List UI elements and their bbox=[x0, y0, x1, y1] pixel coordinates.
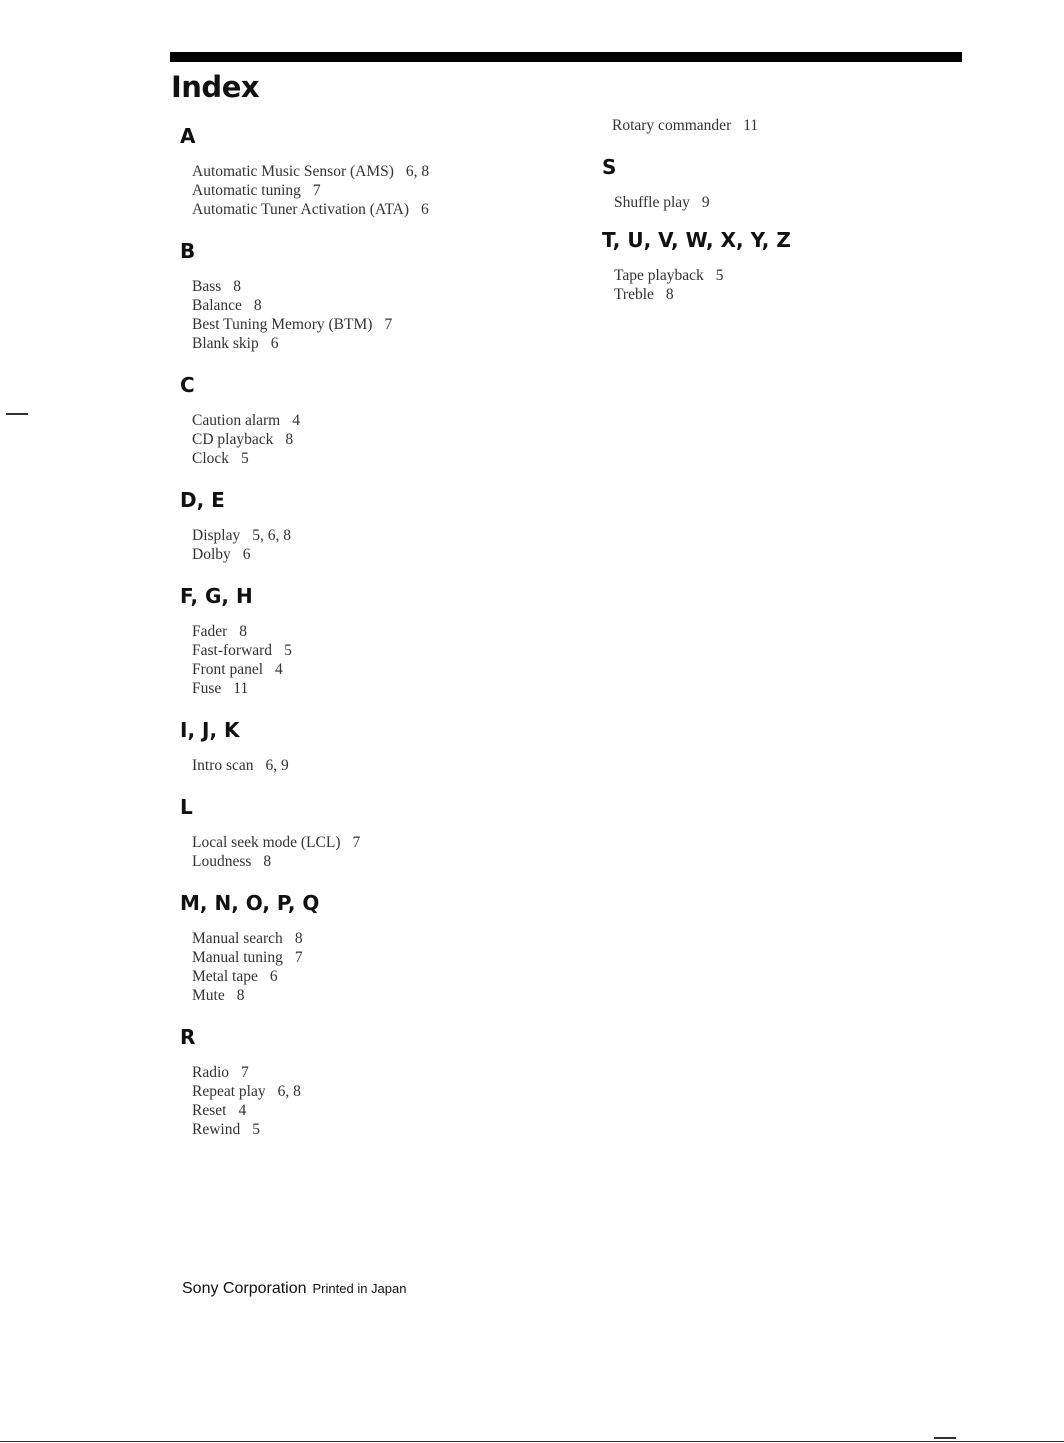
entry-term: Shuffle play bbox=[614, 194, 690, 211]
index-entry bbox=[192, 315, 580, 334]
index-entry bbox=[192, 1063, 580, 1082]
entry-pages: 5, 6, 8 bbox=[252, 527, 291, 544]
entry-pages: 6 bbox=[269, 968, 278, 985]
entry-term: Automatic Tuner Activation (ATA) bbox=[192, 201, 410, 218]
index-entry bbox=[192, 833, 580, 852]
index-section-m-n-o-p-q bbox=[180, 891, 580, 1005]
index-entry bbox=[192, 1101, 580, 1120]
entry-term: Automatic Music Sensor (AMS) bbox=[192, 163, 394, 180]
index-section-f-g-h bbox=[180, 584, 580, 698]
entry-pages: 6, 8 bbox=[405, 163, 430, 180]
index-entry bbox=[192, 929, 580, 948]
index-entry bbox=[192, 545, 580, 564]
index-entry bbox=[192, 1120, 580, 1139]
entry-term: Rotary commander bbox=[612, 117, 732, 134]
index-entry bbox=[192, 430, 580, 449]
index-section-b bbox=[180, 239, 580, 353]
index-entry bbox=[192, 296, 580, 315]
section-letter: M, N, O, P, Q bbox=[180, 891, 320, 915]
entry-term: Fader bbox=[192, 623, 228, 640]
section-letter: F, G, H bbox=[180, 584, 253, 608]
index-section-a bbox=[180, 124, 580, 219]
index-entry bbox=[192, 986, 580, 1005]
index-entry bbox=[192, 660, 580, 679]
entry-pages: 4 bbox=[292, 412, 300, 429]
index-entry bbox=[192, 679, 580, 698]
entry-pages: 8 bbox=[665, 286, 674, 303]
index-entry bbox=[192, 967, 580, 986]
index-entry bbox=[192, 200, 580, 219]
index-section-c bbox=[180, 373, 580, 468]
index-entry bbox=[614, 266, 962, 285]
section-letter: B bbox=[180, 239, 196, 263]
entry-term: Repeat play bbox=[192, 1083, 266, 1100]
entry-pages: 6 bbox=[421, 201, 429, 218]
entry-pages: 4 bbox=[238, 1102, 247, 1119]
entry-term: Balance bbox=[192, 297, 242, 314]
index-entry bbox=[192, 641, 580, 660]
company-name: Sony Corporation bbox=[182, 1280, 307, 1297]
index-entry bbox=[192, 334, 580, 353]
section-letter: C bbox=[180, 373, 195, 397]
index-entry bbox=[192, 622, 580, 641]
entry-term: Treble bbox=[614, 286, 654, 303]
entry-pages: 5 bbox=[284, 642, 292, 659]
entry-pages: 5 bbox=[715, 267, 724, 284]
index-entry bbox=[612, 116, 962, 135]
section-letter: S bbox=[602, 155, 617, 179]
entry-pages: 7 bbox=[312, 182, 321, 199]
entry-term: Radio bbox=[192, 1064, 230, 1081]
bottom-rule bbox=[0, 1441, 1064, 1442]
entry-pages: 8 bbox=[239, 623, 248, 640]
entry-term: Manual search bbox=[192, 930, 283, 947]
entry-term: Display bbox=[192, 527, 241, 544]
index-left-column bbox=[180, 124, 580, 1159]
index-section-d-e bbox=[180, 488, 580, 564]
index-entry bbox=[192, 181, 580, 200]
section-letter: R bbox=[180, 1025, 196, 1049]
entry-pages: 4 bbox=[275, 661, 283, 678]
entry-term: Reset bbox=[192, 1102, 227, 1119]
entry-pages: 8 bbox=[253, 297, 262, 314]
entry-term: Dolby bbox=[192, 546, 231, 563]
entry-term: Loudness bbox=[192, 853, 252, 870]
entry-pages: 5 bbox=[252, 1121, 260, 1138]
entry-pages: 8 bbox=[236, 987, 245, 1004]
entry-pages: 11 bbox=[233, 680, 249, 697]
entry-term: Caution alarm bbox=[192, 412, 281, 429]
index-right-column bbox=[602, 116, 962, 320]
entry-pages: 7 bbox=[384, 316, 393, 333]
section-letter: A bbox=[180, 124, 196, 148]
entry-term: Fast-forward bbox=[192, 642, 273, 659]
entry-pages: 11 bbox=[743, 117, 759, 134]
entry-term: Metal tape bbox=[192, 968, 258, 985]
page-title: Index bbox=[171, 70, 260, 104]
entry-term: Best Tuning Memory (BTM) bbox=[192, 316, 373, 333]
index-section-l bbox=[180, 795, 580, 871]
entry-term: Tape playback bbox=[614, 267, 704, 284]
entry-pages: 9 bbox=[701, 194, 710, 211]
entry-pages: 6 bbox=[270, 335, 279, 352]
entry-pages: 5 bbox=[241, 450, 249, 467]
entry-term: Intro scan bbox=[192, 757, 254, 774]
entry-pages: 7 bbox=[352, 834, 361, 851]
entry-pages: 7 bbox=[294, 949, 303, 966]
index-entry bbox=[192, 526, 580, 545]
entry-term: Fuse bbox=[192, 680, 222, 697]
index-entry bbox=[614, 285, 962, 304]
index-section-s bbox=[602, 155, 962, 212]
entry-term: Blank skip bbox=[192, 335, 259, 352]
footer bbox=[182, 1280, 406, 1298]
entry-pages: 8 bbox=[285, 431, 294, 448]
entry-pages: 6, 9 bbox=[265, 757, 289, 774]
continued-entries bbox=[612, 116, 962, 135]
index-entry bbox=[614, 193, 962, 212]
section-letter: L bbox=[180, 795, 193, 819]
index-entry bbox=[192, 1082, 580, 1101]
entry-term: Bass bbox=[192, 278, 222, 295]
index-section-i-j-k bbox=[180, 718, 580, 775]
index-entry bbox=[192, 162, 580, 181]
top-rule bbox=[170, 52, 962, 62]
entry-term: Mute bbox=[192, 987, 225, 1004]
index-entry bbox=[192, 411, 580, 430]
entry-pages: 8 bbox=[294, 930, 303, 947]
entry-pages: 6, 8 bbox=[277, 1083, 301, 1100]
index-entry bbox=[192, 756, 580, 775]
scan-mark bbox=[6, 413, 28, 415]
section-letter: T, U, V, W, X, Y, Z bbox=[602, 228, 791, 252]
entry-pages: 6 bbox=[242, 546, 251, 563]
printed-in-note: Printed in Japan bbox=[312, 1281, 407, 1296]
entry-pages: 8 bbox=[233, 278, 242, 295]
index-entry bbox=[192, 852, 580, 871]
scan-mark bbox=[934, 1437, 956, 1439]
entry-term: CD playback bbox=[192, 431, 274, 448]
entry-term: Rewind bbox=[192, 1121, 241, 1138]
index-section-r bbox=[180, 1025, 580, 1139]
index-entry bbox=[192, 449, 580, 468]
section-letter: I, J, K bbox=[180, 718, 240, 742]
entry-term: Clock bbox=[192, 450, 230, 467]
index-entry bbox=[192, 948, 580, 967]
entry-pages: 8 bbox=[263, 853, 272, 870]
index-entry bbox=[192, 277, 580, 296]
entry-term: Manual tuning bbox=[192, 949, 283, 966]
section-letter: D, E bbox=[180, 488, 225, 512]
entry-term: Automatic tuning bbox=[192, 182, 301, 199]
entry-term: Front panel bbox=[192, 661, 264, 678]
entry-pages: 7 bbox=[241, 1064, 249, 1081]
index-section-t-z bbox=[602, 228, 962, 304]
entry-term: Local seek mode (LCL) bbox=[192, 834, 341, 851]
